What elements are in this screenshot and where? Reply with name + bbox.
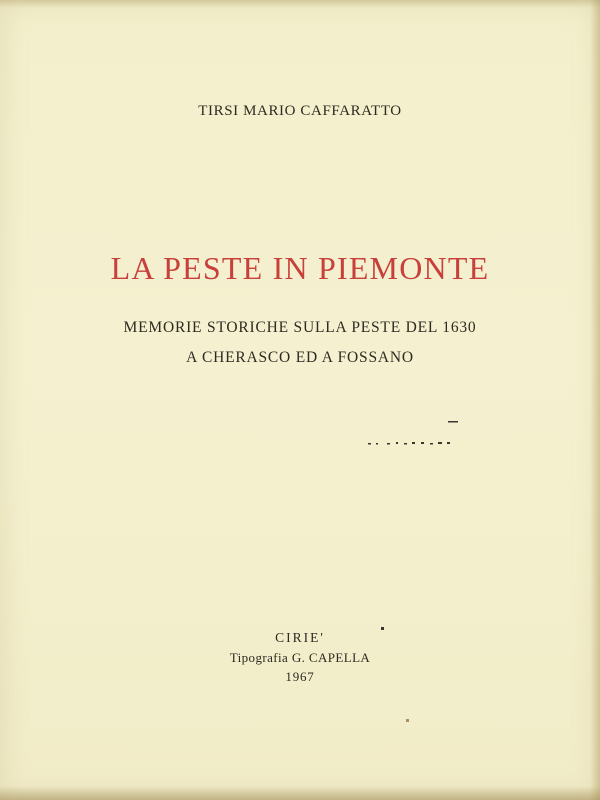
speck-mark <box>404 443 407 445</box>
speck-mark <box>387 443 390 445</box>
author-name: TIRSI MARIO CAFFARATTO <box>198 103 402 119</box>
publisher-city: CIRIE' <box>275 630 325 645</box>
speck-mark <box>376 443 378 445</box>
speck-mark <box>438 442 442 444</box>
publication-year: 1967 <box>285 669 315 684</box>
speck-mark <box>412 442 415 444</box>
book-title: LA PESTE IN PIEMONTE <box>110 250 490 286</box>
subtitle-line-2: A CHERASCO ED A FOSSANO <box>186 349 414 366</box>
subtitle-line-1: MEMORIE STORICHE SULLA PESTE DEL 1630 <box>123 319 477 336</box>
speck-mark <box>447 442 450 444</box>
speck-mark <box>396 442 398 444</box>
speck-mark <box>406 719 409 722</box>
publisher-name: Tipografia G. CAPELLA <box>229 650 371 665</box>
speck-mark <box>368 443 371 445</box>
speck-mark <box>448 421 458 423</box>
speck-mark <box>421 442 424 444</box>
speck-mark <box>430 443 433 445</box>
